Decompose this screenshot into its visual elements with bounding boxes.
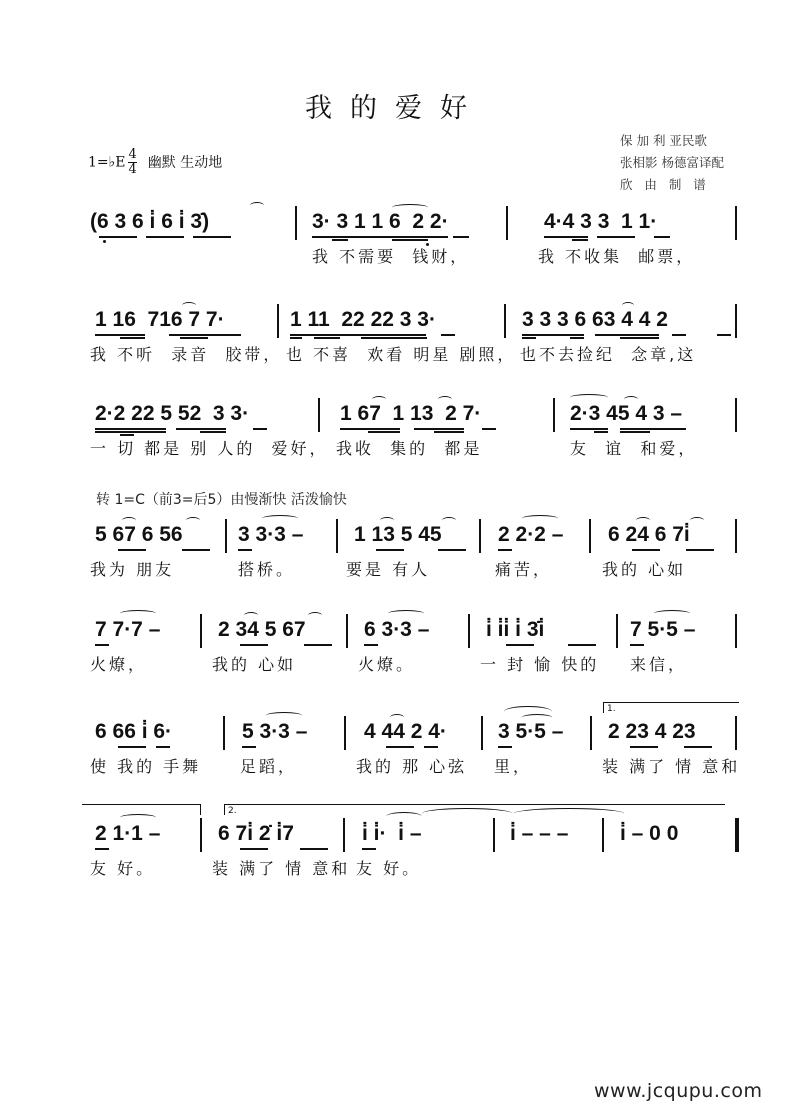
lyric: 我 不听 录音 胶带， <box>90 345 283 364</box>
lyric: 友 谊 和爱， <box>570 439 698 458</box>
barline <box>590 716 592 750</box>
tempo-marking: 幽默 生动地 <box>147 154 223 171</box>
lyric: 一 切 都是 别 人的 爱好， <box>90 439 329 458</box>
lyric: 我的 心如 <box>212 655 297 674</box>
lyric: 火燎， <box>90 655 148 674</box>
notes-measure: 2 34 5 67 <box>218 618 306 641</box>
barline <box>277 304 279 338</box>
notes-measure: 7 7·7 – <box>95 618 161 641</box>
lyric: 里， <box>494 757 533 776</box>
notes-measure: 3· 3 1 1 6 2 2· <box>312 210 449 233</box>
lyric: 足蹈， <box>240 757 298 776</box>
lyric: 痛苦， <box>495 560 553 579</box>
barline <box>295 206 297 240</box>
notes-measure: 2 23 4 23 <box>608 720 696 743</box>
lyric: 一 封 愉 快的 <box>480 655 600 674</box>
lyric: 友 好。 <box>90 859 156 878</box>
notes-measure: 5 67 6 56 <box>95 523 183 546</box>
lyric: 来信， <box>630 655 688 674</box>
notes-measure: 7 5·5 – <box>630 618 696 641</box>
barline <box>344 716 346 750</box>
lyric: 我为 朋友 <box>90 560 175 579</box>
lyric: 使 我的 手舞 <box>90 757 202 776</box>
barline <box>735 304 737 338</box>
barline <box>553 398 555 432</box>
barline <box>602 818 604 852</box>
lyric: 友 好。 <box>356 859 422 878</box>
notes-measure: 4·4 3 3 1 1· <box>544 210 658 233</box>
notes-measure: 2 1·1 – <box>95 822 161 845</box>
notes-measure: (6 3 6 i̇ 6 i̇ 3̇) <box>90 210 210 233</box>
credit-translators: 张相影 杨德富译配 <box>620 155 724 170</box>
barline <box>735 614 737 648</box>
barline <box>468 614 470 648</box>
barline <box>735 716 737 750</box>
notes-measure: i̇ – – – <box>510 822 569 845</box>
lyric: 我 不需要 钱财， <box>312 247 470 266</box>
credits <box>620 130 724 196</box>
lyric: 我 不收集 邮票， <box>538 247 696 266</box>
barline <box>493 818 495 852</box>
lyric: 火燎。 <box>358 655 416 674</box>
final-barline <box>735 818 739 852</box>
credit-arranger: 欣 由 制 谱 <box>620 177 706 192</box>
time-signature: $\frac{4}{4}$ <box>128 147 137 177</box>
notes-measure: 6 3·3 – <box>364 618 430 641</box>
notes-measure: 5 3·3 – <box>242 720 308 743</box>
key-prefix: 1=♭E <box>88 154 126 171</box>
notes-measure: 6 66 i̇ 6· <box>95 720 173 743</box>
barline <box>589 519 591 553</box>
barline <box>506 206 508 240</box>
lyric: 也不去捡纪 念章,这 <box>520 345 697 364</box>
barline <box>735 398 737 432</box>
watermark: www.jcqupu.com <box>594 1080 763 1102</box>
lyric: 要是 有人 <box>346 560 431 579</box>
barline <box>318 398 320 432</box>
barline <box>616 614 618 648</box>
notes-measure: 3 3·3 – <box>238 523 304 546</box>
barline <box>343 818 345 852</box>
notes-measure: 1 13 5 45 <box>354 523 442 546</box>
modulation-marking: 转 1=C（前3=后5）由慢渐快 活泼愉快 <box>96 492 347 508</box>
barline <box>200 614 202 648</box>
notes-measure: 2·3 45 4 3 – <box>570 402 683 425</box>
lyric: 也 不喜 欢看 明星 剧照， <box>286 345 517 364</box>
notes-measure: 6 7i̇ 2̇ i̇7 <box>218 822 294 845</box>
lyric: 装 满了 情 意和 <box>212 859 351 878</box>
lyric: 我收 集的 都是 <box>336 439 483 458</box>
notes-measure: 6 24 6 7i̇ <box>608 523 690 546</box>
barline <box>223 716 225 750</box>
volta-bracket-2: 2. <box>224 804 725 815</box>
barline <box>735 519 737 553</box>
notes-measure: i̇ – 0 0 <box>620 822 679 845</box>
barline <box>481 716 483 750</box>
notes-measure: 1 11 22 22 3 3· <box>290 308 436 331</box>
barline <box>346 614 348 648</box>
credit-origin: 保 加 利 亚民歌 <box>620 133 707 148</box>
song-title: 我的爱好 <box>305 93 485 124</box>
notes-measure: 2·2 22 5 52 3 3· <box>95 402 250 425</box>
barline <box>735 206 737 240</box>
barline <box>200 818 202 852</box>
lyric: 我的 心如 <box>602 560 687 579</box>
notes-measure: 3 5·5 – <box>498 720 564 743</box>
notes-measure: i̇ i̇· i̇ – <box>362 822 422 845</box>
lyric: 装 满了 情 意和 <box>602 757 741 776</box>
barline <box>479 519 481 553</box>
notes-measure: 3 3 3 6 63 4 4 2 <box>522 308 668 331</box>
volta-bracket-1: 1. <box>603 702 739 713</box>
barline <box>336 519 338 553</box>
notes-measure: i̇ i̇i̇ i̇ 3̇i̇ <box>486 618 545 641</box>
key-signature <box>88 148 222 177</box>
lyric: 我的 那 心弦 <box>356 757 468 776</box>
barline <box>504 304 506 338</box>
notes-measure: 4 44 2 4· <box>364 720 447 743</box>
notes-measure: 2 2·2 – <box>498 523 564 546</box>
barline <box>225 519 227 553</box>
notes-measure: 1 67 1 13 2 7· <box>340 402 482 425</box>
lyric: 搭桥。 <box>238 560 296 579</box>
notes-measure: 1 16 716 7 7· <box>95 308 225 331</box>
